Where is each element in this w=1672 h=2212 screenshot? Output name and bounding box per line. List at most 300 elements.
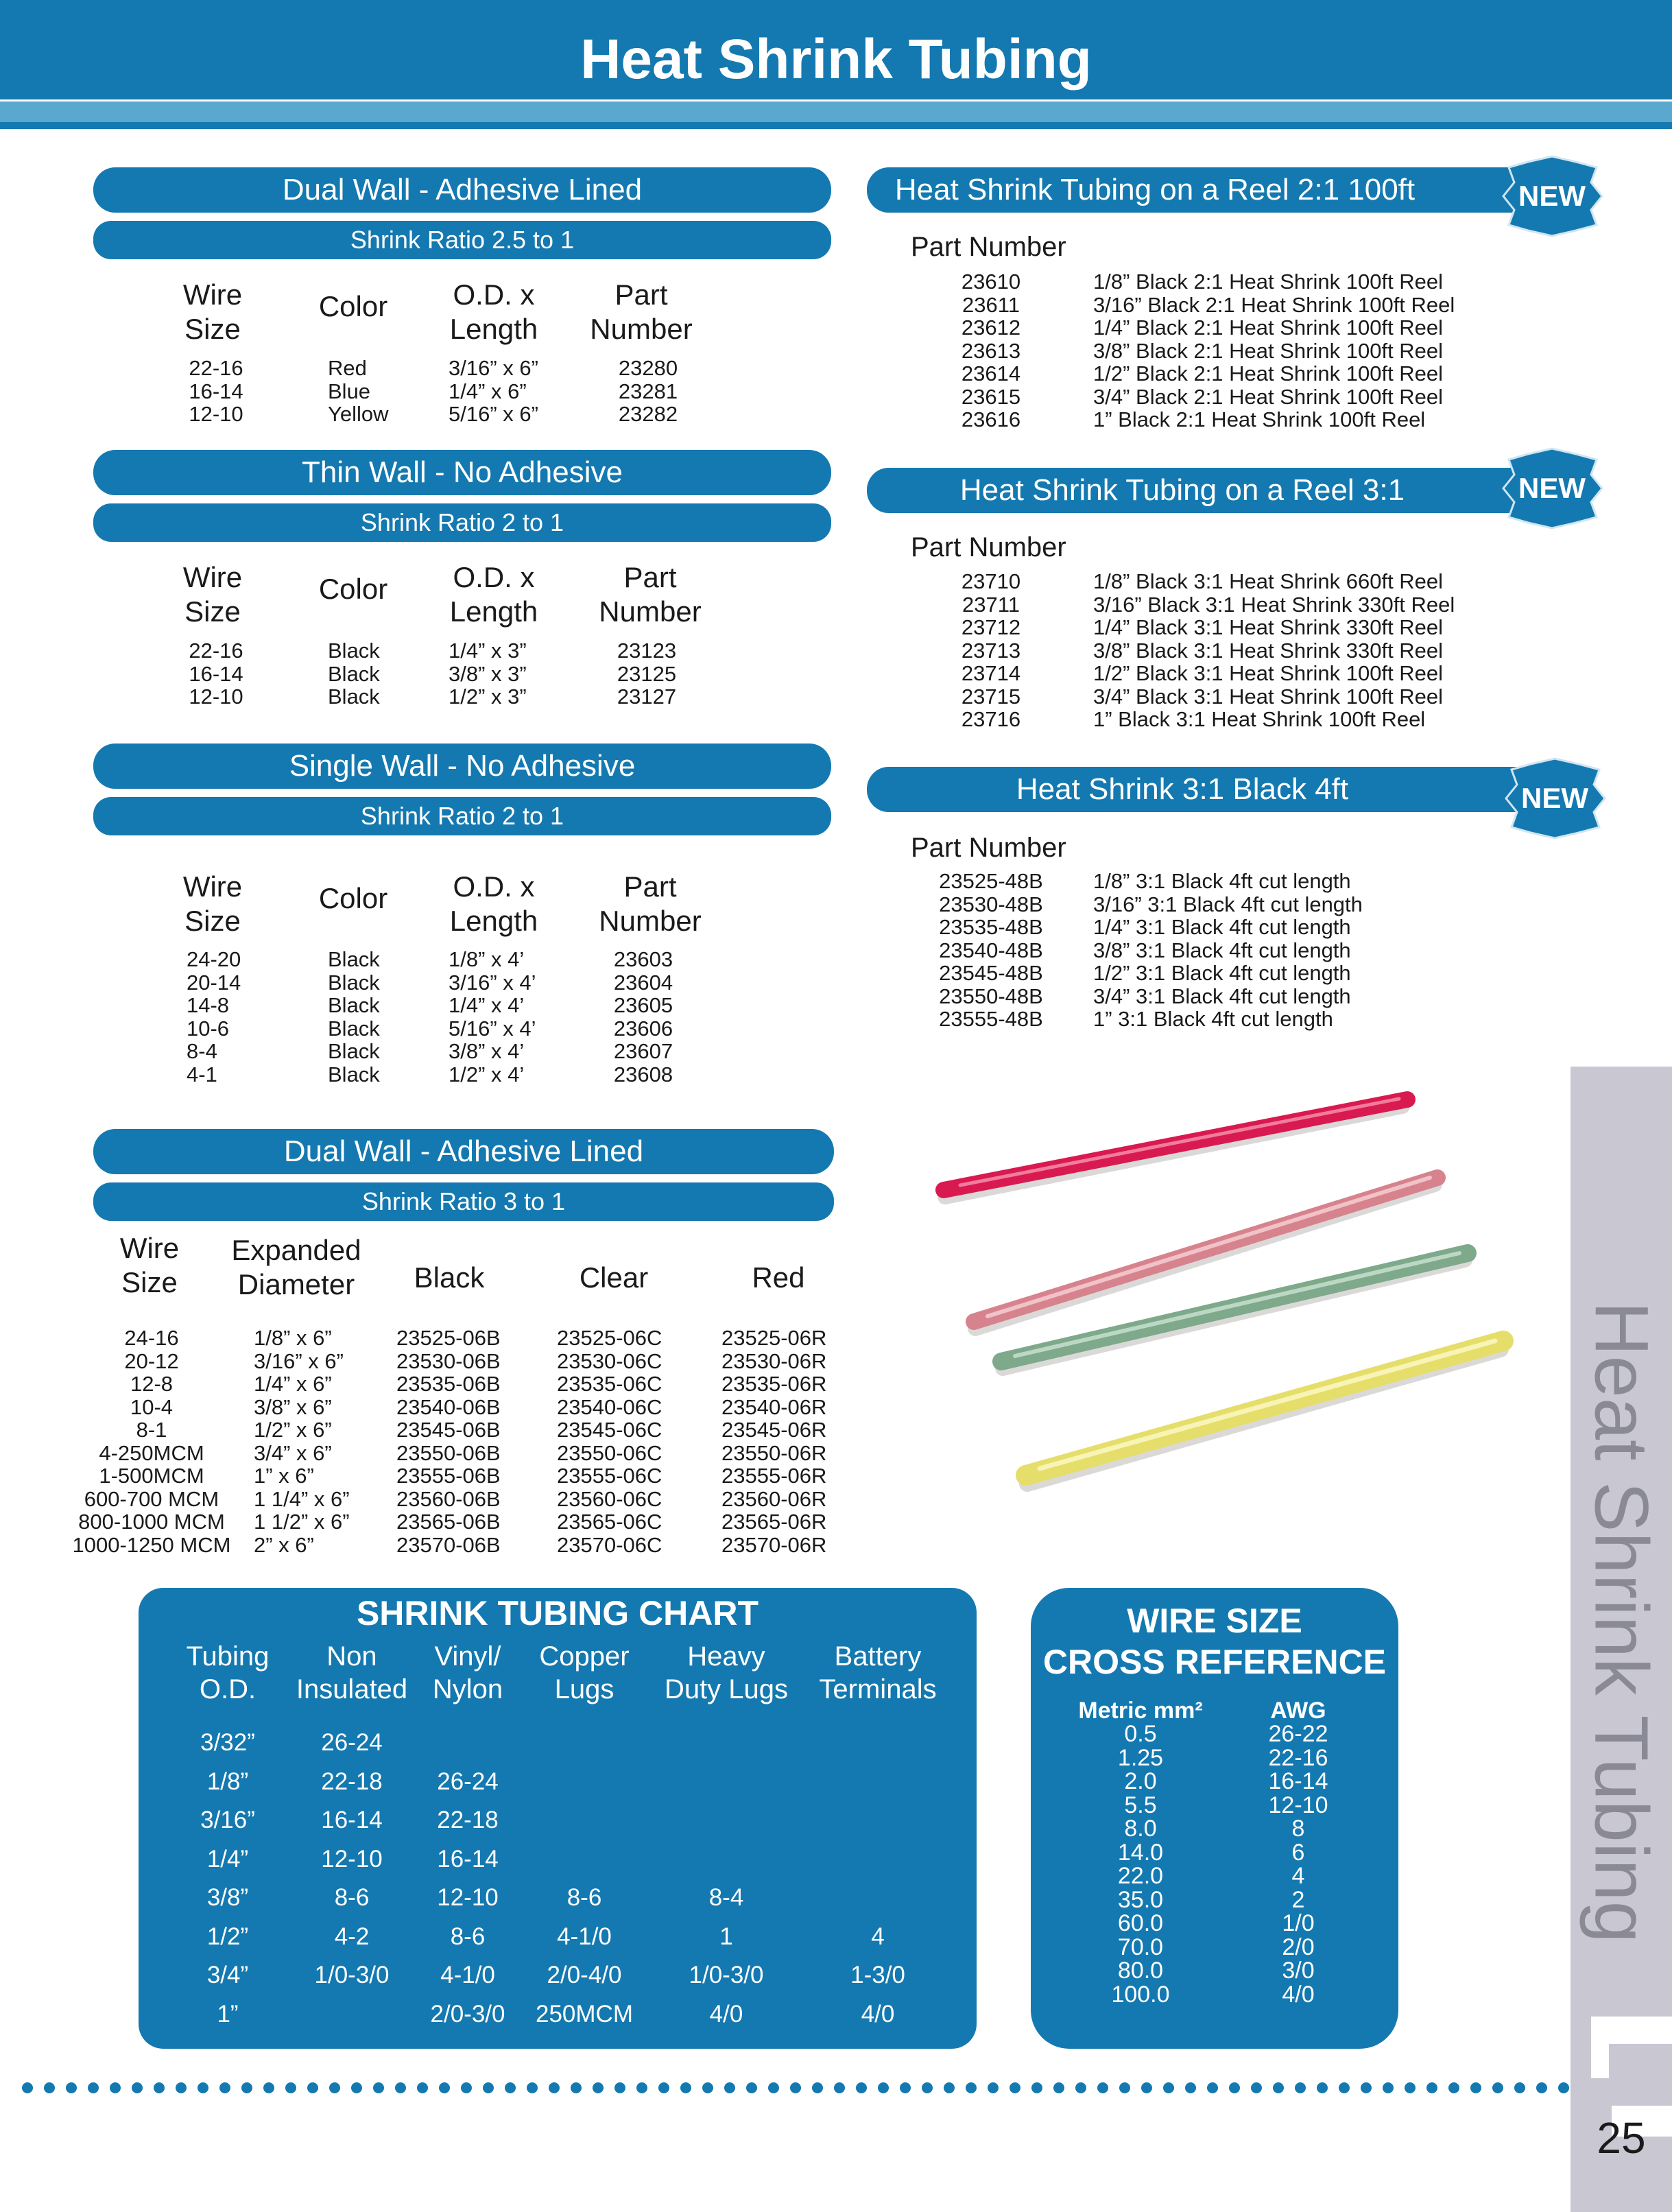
dual-wall-2-clear-list: [557, 1327, 680, 1556]
list-item: 20-12: [124, 1348, 179, 1373]
list-item: 3/16” Black 3:1 Heat Shrink 330ft Reel: [1093, 592, 1455, 617]
list-item: 23555-48B: [939, 1007, 1043, 1031]
chart-cell: 4/0: [861, 2000, 895, 2027]
list-item: 1/2” x 6”: [254, 1418, 332, 1442]
list-item: Red: [328, 356, 367, 380]
chart-cell: [413, 1724, 523, 1763]
section-banner-reel-3-1: Heat Shrink Tubing on a Reel 3:1: [867, 468, 1553, 513]
list-item: 1/8” 3:1 Black 4ft cut length: [1093, 869, 1351, 893]
divider-dot: [1426, 2082, 1437, 2093]
list-item: 24-16: [124, 1326, 179, 1350]
list-item: 23560-06B: [396, 1486, 501, 1511]
chart-cell: [809, 1879, 946, 1918]
new-badge: NEW: [1501, 155, 1603, 237]
list-item: 3/0: [1282, 1958, 1315, 1984]
list-item: 23550-06B: [396, 1440, 501, 1465]
list-item: Black: [328, 685, 380, 709]
divider-dot: [1185, 2082, 1196, 2093]
divider-dot: [1075, 2082, 1086, 2093]
list-item: 23535-06R: [721, 1372, 827, 1396]
list-item: 1.25: [1117, 1744, 1164, 1771]
divider-dot: [1207, 2082, 1218, 2093]
list-item: 23570-06B: [396, 1532, 501, 1557]
list-item: 1/0: [1282, 1910, 1315, 1936]
list-item: 1/4” x 4’: [449, 993, 525, 1017]
divider-dot: [768, 2082, 779, 2093]
list-item: 3/8” Black 2:1 Heat Shrink 100ft Reel: [1093, 338, 1444, 363]
new-badge: NEW: [1501, 447, 1603, 530]
thin-wall-color-list: [328, 639, 431, 709]
list-item: 23540-06R: [721, 1394, 827, 1419]
section-ratio-dual-wall-2: Shrink Ratio 3 to 1: [93, 1182, 834, 1221]
list-item: 23540-48B: [939, 938, 1043, 962]
list-item: 2/0: [1282, 1934, 1315, 1960]
list-item: 23713: [961, 638, 1021, 663]
col-header-wire-size: Wire Size: [182, 278, 243, 345]
list-item: 26-22: [1268, 1721, 1328, 1747]
col-header-wire-size: Wire Size: [182, 870, 243, 937]
list-item: 20-14: [187, 970, 241, 995]
tube-yellow-image: [1026, 1341, 1503, 1484]
section-ratio-single-wall: Shrink Ratio 2 to 1: [93, 797, 831, 835]
divider-dot: [1492, 2082, 1503, 2093]
list-item: 3/16” x 4’: [449, 970, 536, 995]
chart-col-header-copper-lugs: Copper Lugs: [539, 1641, 630, 1704]
divider-dot: [44, 2082, 55, 2093]
thin-wall-wire-list: [165, 639, 267, 709]
dual-wall-2-diameter-list: [254, 1327, 391, 1556]
divider-dot: [307, 2082, 318, 2093]
list-item: 5/16” x 4’: [449, 1016, 536, 1040]
list-item: 1-500MCM: [99, 1464, 204, 1488]
list-item: 23570-06C: [557, 1532, 662, 1557]
list-item: 23610: [961, 270, 1021, 294]
list-item: 23127: [617, 685, 677, 709]
divider-dot: [571, 2082, 582, 2093]
list-item: 4-250MCM: [99, 1440, 204, 1465]
list-item: 23535-06B: [396, 1372, 501, 1396]
divider-dot: [658, 2082, 669, 2093]
col-header-od-length: O.D. x Length: [449, 561, 538, 628]
list-item: 1/4” Black 3:1 Heat Shrink 330ft Reel: [1093, 615, 1444, 639]
list-item: 23550-48B: [939, 984, 1043, 1008]
divider-dot: [593, 2082, 604, 2093]
col-header-wire-size: Wire Size: [119, 1232, 180, 1298]
divider-dot: [746, 2082, 757, 2093]
list-item: 24-20: [187, 947, 241, 971]
divider-dot: [132, 2082, 143, 2093]
divider-dot: [110, 2082, 121, 2093]
list-item: 16-14: [189, 379, 243, 403]
divider-dot: [527, 2082, 538, 2093]
list-item: Black: [328, 1016, 380, 1040]
list-item: 23560-06R: [721, 1486, 827, 1511]
list-item: 2.0: [1124, 1768, 1157, 1794]
dual-wall-2-wire-list: [59, 1327, 244, 1556]
divider-dot: [505, 2082, 516, 2093]
divider-dot: [22, 2082, 33, 2093]
list-item: 6: [1291, 1839, 1305, 1866]
list-item: 5.5: [1124, 1792, 1157, 1818]
divider-dot: [1558, 2082, 1569, 2093]
shrink-tubing-chart: [139, 1588, 977, 2049]
list-item: 5/16” x 6”: [449, 402, 538, 426]
chart-cell: 1/0-3/0: [689, 1962, 764, 1988]
list-item: 3/4” 3:1 Black 4ft cut length: [1093, 984, 1351, 1008]
divider-dot: [878, 2082, 889, 2093]
list-item: 3/16” x 6”: [449, 356, 538, 380]
divider-dot: [680, 2082, 691, 2093]
chart-cell: [654, 1801, 798, 1840]
chart-cell: [809, 1840, 946, 1879]
list-item: 3/4” Black 2:1 Heat Shrink 100ft Reel: [1093, 384, 1444, 409]
wire-size-cross-reference: [1031, 1588, 1398, 2049]
section-banner-dual-wall-2: Dual Wall - Adhesive Lined: [93, 1129, 834, 1174]
list-item: 23535-06C: [557, 1372, 662, 1396]
divider-dot: [241, 2082, 252, 2093]
chart-column-heavy-duty-lugs: [654, 1724, 798, 2034]
chart-col-header-battery-terminals: Battery Terminals: [819, 1641, 937, 1704]
xref-metric-list: [1065, 1722, 1216, 2006]
divider-dot: [922, 2082, 933, 2093]
divider-dot: [1251, 2082, 1262, 2093]
chart-cell: 1/8”: [206, 1768, 249, 1795]
list-item: 12-10: [189, 685, 243, 709]
list-item: 1/2” Black 2:1 Heat Shrink 100ft Reel: [1093, 361, 1444, 385]
divider-dot: [1536, 2082, 1547, 2093]
list-item: 23540-06B: [396, 1394, 501, 1419]
list-item: 23281: [618, 379, 678, 403]
tube-green-image: [1001, 1253, 1468, 1368]
chart-cell: 3/4”: [206, 1962, 249, 1988]
dual-wall-1-part-list: [590, 357, 706, 426]
list-item: 1 1/2” x 6”: [254, 1510, 350, 1534]
list-item: 2” x 6”: [254, 1532, 314, 1557]
list-item: 23555-06C: [557, 1464, 662, 1488]
section-banner-reel-2-1: Heat Shrink Tubing on a Reel 2:1 100ft: [867, 167, 1553, 213]
list-item: 23603: [613, 947, 673, 971]
chart-cell: 22-18: [321, 1768, 383, 1795]
list-item: 0.5: [1124, 1721, 1157, 1747]
divider-dot: [439, 2082, 450, 2093]
xref-header-metric: Metric mm²: [1078, 1698, 1203, 1724]
list-item: 22.0: [1117, 1863, 1164, 1889]
divider-dot: [263, 2082, 274, 2093]
divider-dot: [329, 2082, 340, 2093]
section-banner-thin-wall: Thin Wall - No Adhesive: [93, 450, 831, 495]
list-item: 600-700 MCM: [84, 1486, 219, 1511]
dual-wall-1-wire-list: [165, 357, 267, 426]
divider-dot: [812, 2082, 823, 2093]
chart-cell: 8-4: [708, 1884, 744, 1911]
divider-dot: [461, 2082, 472, 2093]
chart-cell: [654, 1763, 798, 1802]
divider-dot: [1163, 2082, 1174, 2093]
single-wall-part-list: [585, 948, 702, 1086]
page-title: Heat Shrink Tubing: [580, 28, 1092, 91]
list-item: 23545-06C: [557, 1418, 662, 1442]
chart-col-header-heavy-duty-lugs: Heavy Duty Lugs: [664, 1641, 789, 1704]
list-item: 23560-06C: [557, 1486, 662, 1511]
list-item: 8.0: [1124, 1816, 1157, 1842]
section-banner-black-4ft: Heat Shrink 3:1 Black 4ft: [867, 767, 1553, 812]
black-4ft-part-list: [919, 870, 1063, 1031]
xref-title: WIRE SIZE CROSS REFERENCE: [1042, 1602, 1387, 1681]
single-wall-wire-list: [187, 948, 289, 1086]
list-item: 4: [1291, 1863, 1305, 1889]
divider-dot: [988, 2082, 999, 2093]
divider-dot: [834, 2082, 845, 2093]
divider-dot: [1273, 2082, 1284, 2093]
thin-wall-part-list: [588, 639, 705, 709]
xref-header-awg: AWG: [1270, 1698, 1326, 1724]
list-item: 3/8” x 4’: [449, 1039, 525, 1063]
list-item: 70.0: [1117, 1934, 1164, 1960]
chart-cell: [809, 1724, 946, 1763]
list-item: 23710: [961, 569, 1021, 593]
list-item: 3/8” 3:1 Black 4ft cut length: [1093, 938, 1351, 962]
single-wall-color-list: [328, 948, 431, 1086]
divider-dot: [790, 2082, 801, 2093]
divider-dot: [395, 2082, 406, 2093]
list-item: 12-8: [130, 1372, 174, 1396]
list-item: 23715: [961, 684, 1021, 709]
list-item: Black: [328, 639, 380, 663]
list-item: 23540-06C: [557, 1394, 662, 1419]
chart-cell: 26-24: [321, 1729, 383, 1756]
dual-wall-2-black-list: [396, 1327, 520, 1556]
list-item: 23525-48B: [939, 869, 1043, 893]
col-header-red: Red: [752, 1261, 805, 1294]
list-item: 23615: [961, 384, 1021, 409]
divider-dot: [1317, 2082, 1328, 2093]
xref-awg-list: [1230, 1722, 1367, 2006]
divider-dot: [614, 2082, 625, 2093]
list-item: 35.0: [1117, 1886, 1164, 1913]
divider-dot: [1141, 2082, 1152, 2093]
list-item: 23555-06B: [396, 1464, 501, 1488]
list-item: 2: [1291, 1886, 1305, 1913]
chart-column-vinyl-nylon: [413, 1724, 523, 2034]
col-header-od-length: O.D. x Length: [449, 278, 538, 345]
list-item: 23565-06C: [557, 1510, 662, 1534]
list-item: 1/4” Black 2:1 Heat Shrink 100ft Reel: [1093, 316, 1444, 340]
chart-cell: [654, 1840, 798, 1879]
list-item: Black: [328, 993, 380, 1017]
divider-dot: [856, 2082, 867, 2093]
list-item: 1” Black 3:1 Heat Shrink 100ft Reel: [1093, 707, 1426, 731]
section-banner-single-wall: Single Wall - No Adhesive: [93, 744, 831, 789]
col-header-wire-size: Wire Size: [182, 561, 243, 628]
list-item: 3/4” Black 3:1 Heat Shrink 100ft Reel: [1093, 684, 1444, 709]
list-item: 23714: [961, 661, 1021, 685]
list-item: 1/8” Black 2:1 Heat Shrink 100ft Reel: [1093, 270, 1444, 294]
list-item: Blue: [328, 379, 371, 403]
list-item: 23555-06R: [721, 1464, 827, 1488]
part-number-label: Part Number: [911, 833, 1066, 863]
chart-cell: [654, 1724, 798, 1763]
list-item: 23282: [618, 402, 678, 426]
dual-wall-2-red-list: [721, 1327, 845, 1556]
chart-cell: 3/16”: [200, 1807, 255, 1833]
list-item: 23530-48B: [939, 892, 1043, 916]
divider-dot: [966, 2082, 977, 2093]
col-header-expanded-diameter: Expanded Diameter: [231, 1234, 361, 1300]
list-item: 1/2” Black 3:1 Heat Shrink 100ft Reel: [1093, 661, 1444, 685]
list-item: 22-16: [1268, 1744, 1328, 1771]
list-item: 23716: [961, 707, 1021, 731]
chart-cell: [809, 1801, 946, 1840]
divider-dot: [66, 2082, 77, 2093]
divider-dot: [1010, 2082, 1020, 2093]
chart-column-tubing-od: [173, 1724, 283, 2034]
chart-cell: 1/2”: [206, 1923, 249, 1950]
list-item: 23608: [613, 1062, 673, 1086]
divider-dot: [373, 2082, 384, 2093]
chart-col-header-non-insulated: Non Insulated: [296, 1641, 408, 1704]
list-item: Black: [328, 1039, 380, 1063]
divider-dot: [1405, 2082, 1416, 2093]
list-item: 23525-06R: [721, 1326, 827, 1350]
col-header-clear: Clear: [579, 1261, 649, 1294]
page-header: [0, 0, 1672, 99]
list-item: 23711: [962, 592, 1020, 617]
divider-dot: [1361, 2082, 1372, 2093]
section-ratio-thin-wall: Shrink Ratio 2 to 1: [93, 503, 831, 542]
col-header-part-number: Part Number: [599, 561, 702, 628]
list-item: 10-6: [187, 1016, 230, 1040]
chart-cell: 1”: [217, 2000, 239, 2027]
list-item: 1000-1250 MCM: [72, 1532, 231, 1557]
list-item: 3/8” x 6”: [254, 1394, 332, 1419]
chart-cell: 22-18: [437, 1807, 499, 1833]
chart-cell: 4-2: [334, 1923, 370, 1950]
list-item: 14-8: [187, 993, 230, 1017]
chart-cell: 3/8”: [206, 1884, 249, 1911]
col-header-od-length: O.D. x Length: [449, 870, 538, 937]
list-item: 8-1: [136, 1418, 167, 1442]
chart-cell: 1: [719, 1923, 733, 1950]
single-wall-od-list: [449, 948, 572, 1086]
list-item: 23280: [618, 356, 678, 380]
chart-cell: 2/0-4/0: [547, 1962, 622, 1988]
list-item: 23525-06B: [396, 1326, 501, 1350]
reel-2-1-description-list: [1093, 270, 1532, 431]
chart-cell: 250MCM: [536, 2000, 633, 2027]
chart-title: SHRINK TUBING CHART: [356, 1594, 759, 1632]
chart-cell: 3/32”: [200, 1729, 255, 1756]
list-item: 8-4: [187, 1039, 217, 1063]
chart-cell: 8-6: [450, 1923, 486, 1950]
list-item: 8: [1291, 1816, 1305, 1842]
chart-cell: 1-3/0: [850, 1962, 905, 1988]
list-item: 23550-06R: [721, 1440, 827, 1465]
chart-cell: [287, 1995, 417, 2034]
list-item: 1/4” x 6”: [254, 1372, 332, 1396]
divider-dot: [285, 2082, 296, 2093]
list-item: Black: [328, 661, 380, 686]
chart-cell: 4-1/0: [440, 1962, 495, 1988]
divider-dot: [219, 2082, 230, 2093]
list-item: 23525-06C: [557, 1326, 662, 1350]
divider-dot: [483, 2082, 494, 2093]
chart-cell: [809, 1763, 946, 1802]
list-item: 23614: [961, 361, 1021, 385]
list-item: Black: [328, 947, 380, 971]
col-header-color: Color: [318, 290, 388, 322]
list-item: 3/8” Black 3:1 Heat Shrink 330ft Reel: [1093, 638, 1444, 663]
chart-col-header-tubing-od: Tubing O.D.: [186, 1641, 270, 1704]
divider-dot: [154, 2082, 165, 2093]
list-item: 22-16: [189, 356, 243, 380]
list-item: 100.0: [1111, 1981, 1170, 2008]
divider-dot: [198, 2082, 208, 2093]
divider-dot: [1470, 2082, 1481, 2093]
chart-cell: 16-14: [321, 1807, 383, 1833]
list-item: 3/16” 3:1 Black 4ft cut length: [1093, 892, 1363, 916]
chart-column-copper-lugs: [523, 1724, 646, 2034]
page-number: 25: [1597, 2113, 1646, 2163]
divider-dot: [1295, 2082, 1306, 2093]
section-banner-dual-wall-1: Dual Wall - Adhesive Lined: [93, 167, 831, 213]
chart-cell: 2/0-3/0: [430, 2000, 505, 2027]
list-item: 23611: [962, 292, 1020, 317]
list-item: 16-14: [189, 661, 243, 686]
chart-cell: 16-14: [437, 1845, 499, 1872]
header-stripe: [0, 102, 1672, 122]
divider-dot: [1031, 2082, 1042, 2093]
list-item: 1/8” x 6”: [254, 1326, 332, 1350]
list-item: 23570-06R: [721, 1532, 827, 1557]
list-item: 23530-06B: [396, 1348, 501, 1373]
list-item: 4/0: [1282, 1981, 1315, 2008]
heat-shrink-tubes-image: [919, 1080, 1536, 1519]
list-item: 23565-06B: [396, 1510, 501, 1534]
list-item: Black: [328, 1062, 380, 1086]
reel-3-1-description-list: [1093, 570, 1532, 731]
reel-3-1-part-list: [933, 570, 1049, 731]
divider-dot: [1097, 2082, 1108, 2093]
divider-dot: [1119, 2082, 1130, 2093]
divider-dot: [88, 2082, 99, 2093]
chart-col-header-vinyl-nylon: Vinyl/ Nylon: [432, 1641, 503, 1704]
chart-cell: [523, 1840, 646, 1879]
chart-cell: [523, 1763, 646, 1802]
list-item: 23612: [961, 316, 1021, 340]
divider-dot: [636, 2082, 647, 2093]
divider-dot: [724, 2082, 735, 2093]
list-item: 3/16” Black 2:1 Heat Shrink 100ft Reel: [1093, 292, 1455, 317]
side-tab-label: Heat Shrink Tubing: [1579, 1301, 1664, 1943]
divider-dot: [944, 2082, 955, 2093]
list-item: 23604: [613, 970, 673, 995]
list-item: 1/2” x 3”: [449, 685, 527, 709]
list-item: 1/4” x 6”: [449, 379, 527, 403]
chart-cell: 12-10: [321, 1845, 383, 1872]
divider-dot: [1229, 2082, 1240, 2093]
list-item: 1 1/4” x 6”: [254, 1486, 350, 1511]
list-item: 23613: [961, 338, 1021, 363]
list-item: 23545-48B: [939, 961, 1043, 985]
list-item: 22-16: [189, 639, 243, 663]
list-item: 800-1000 MCM: [78, 1510, 225, 1534]
chart-cell: [523, 1801, 646, 1840]
list-item: 23530-06R: [721, 1348, 827, 1373]
list-item: 23125: [617, 661, 677, 686]
thin-wall-od-list: [449, 639, 572, 709]
list-item: 23607: [613, 1039, 673, 1063]
list-item: 23545-06B: [396, 1418, 501, 1442]
